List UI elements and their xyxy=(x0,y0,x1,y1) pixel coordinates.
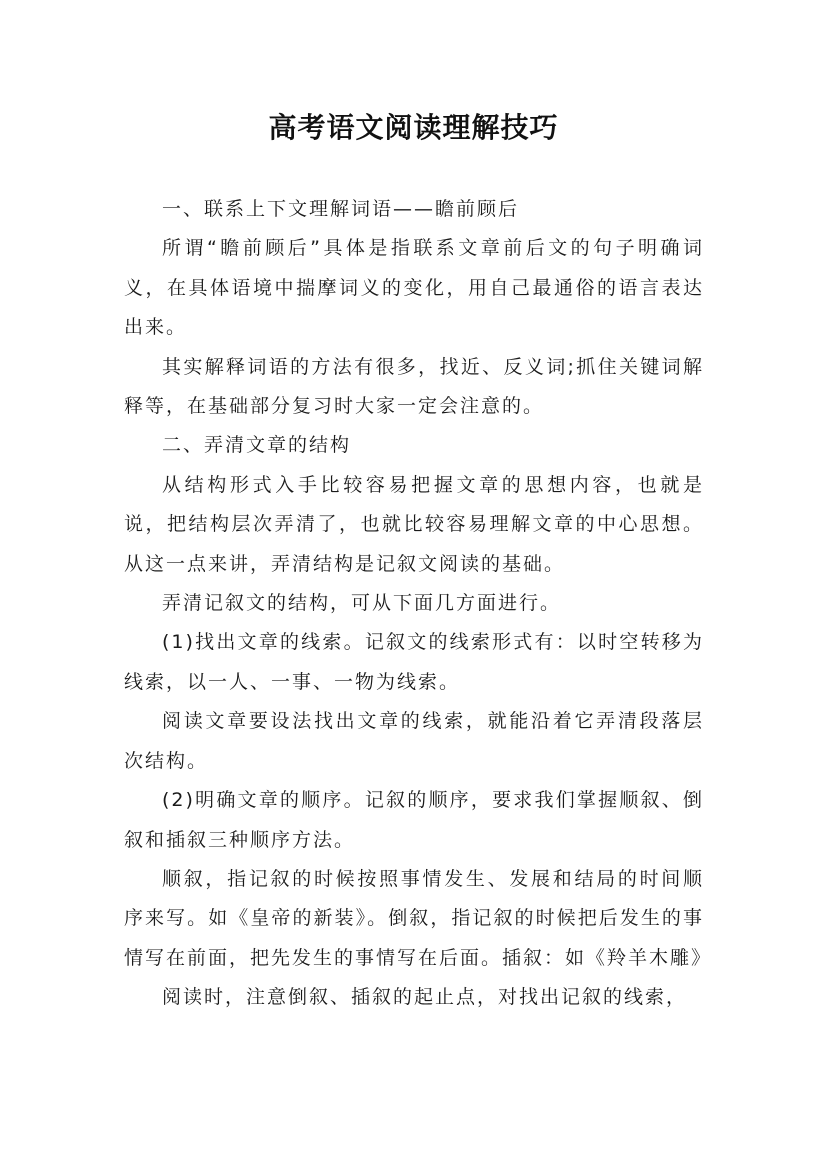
paragraph: 所谓“瞻前顾后”具体是指联系文章前后文的句子明确词义，在具体语境中揣摩词义的变化，用自己最通俗的语言表达出来。 xyxy=(124,237,704,339)
document-title: 高考语文阅读理解技巧 xyxy=(268,111,559,144)
document-body xyxy=(124,190,713,1018)
paragraph: 从结构形式入手比较容易把握文章的思想内容，也就是说，把结构层次弄清了，也就比较容易理解文章的中心思想。从这一点来讲，弄清结构是记叙文阅读的基础。 xyxy=(124,473,704,575)
paragraph: 弄清记叙文的结构，可从下面几方面进行。 xyxy=(162,592,562,615)
paragraph: 其实解释词语的方法有很多，找近、反义词;抓住关键词解释等，在基础部分复习时大家一定会注意的。 xyxy=(124,355,704,418)
section-heading: 二、弄清文章的结构 xyxy=(162,434,352,457)
paragraph: 阅读时，注意倒叙、插叙的起止点，对找出记叙的线索， xyxy=(162,986,688,1009)
section-heading: 一、联系上下文理解词语——瞻前顾后 xyxy=(162,198,520,220)
paragraph: (2)明确文章的顺序。记叙的顺序，要求我们掌握顺叙、倒叙和插叙三种顺序方法。 xyxy=(124,789,704,851)
paragraph: (1)找出文章的线索。记叙文的线索形式有：以时空转移为线索，以一人、一事、一物为线索。 xyxy=(124,631,704,693)
paragraph: 阅读文章要设法找出文章的线索，就能沿着它弄清段落层次结构。 xyxy=(124,710,704,772)
paragraph: 顺叙，指记叙的时候按照事情发生、发展和结局的时间顺序来写。如《皇帝的新装》。倒叙，指记叙的时候把后发生的事情写在前面，把先发生的事情写在后面。插叙：如《羚羊木雕》 xyxy=(124,867,713,969)
